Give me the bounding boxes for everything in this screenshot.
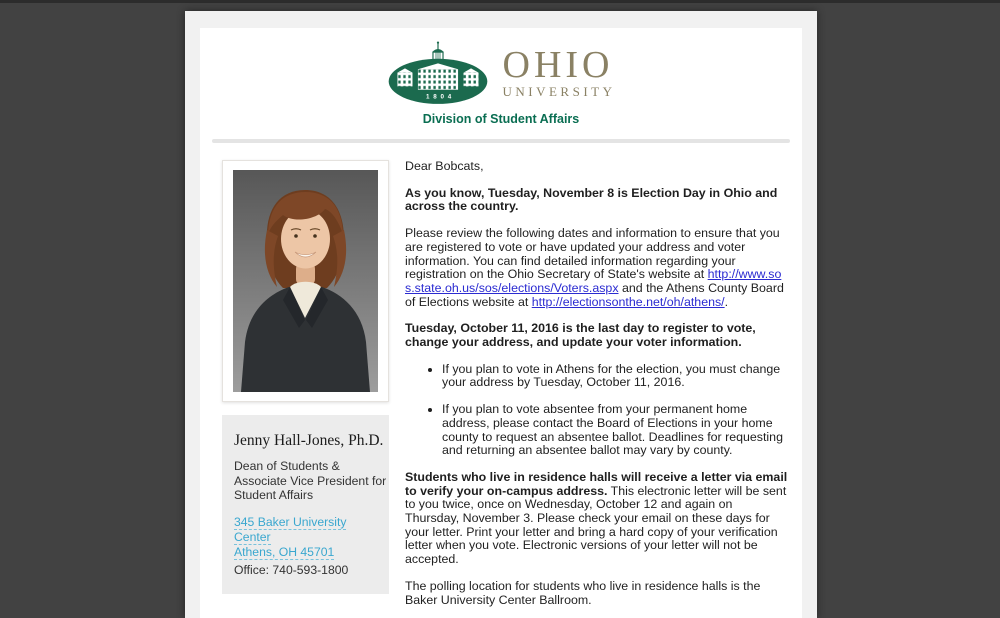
screen-top-edge (0, 0, 1000, 3)
email-content (200, 28, 802, 618)
ohio-emblem-icon (387, 41, 489, 105)
address-link-line2[interactable]: Athens, OH 45701 (234, 544, 335, 559)
emblem-year: 1804 (425, 93, 455, 101)
address-block (234, 515, 377, 560)
division-title: Division of Student Affairs (422, 112, 580, 126)
paragraph-verification-letter: Students who live in residence halls will receive a letter via email to verify your on-campus address. This electronic letter will be sent to you twice, once on Wednesday, October 12 and again on Thursday, November 3. Please check your email on these days for your letter. Print your letter and bring a hard copy of your verification letter when you vote. Electronic versions of your letter will not be accepted. (405, 469, 788, 567)
ohio-university-logo (200, 41, 802, 105)
person-name: Jenny Hall-Jones, Ph.D. (234, 432, 384, 449)
bullet-absentee-vote: • If you plan to vote absentee from your permanent home address, please contact the Board of Elections in your home county to request an absentee ballot. Deadlines for requesting and returning an absentee ballot may vary by county. (442, 403, 789, 458)
email-page (185, 11, 817, 618)
contact-card (222, 415, 389, 594)
email-body (405, 160, 789, 618)
header-divider (212, 139, 790, 143)
athens-elections-link[interactable]: http://electionsonthe.net/oh/athens/ (531, 294, 725, 309)
portrait-image (232, 170, 379, 392)
paragraph-deadline: Tuesday, October 11, 2016 is the last day to register to vote, change your address, and update your voter information. (405, 321, 756, 350)
greeting: Dear Bobcats, (405, 159, 484, 173)
sidebar (222, 160, 389, 618)
bullet-athens-vote: • If you plan to vote in Athens for the election, you must change your address by Tuesday, October 11, 2016. (442, 363, 789, 390)
address-link-line1[interactable]: 345 Baker University Center (234, 514, 347, 544)
paragraph-polling-location: The polling location for students who live in residence halls is the Baker University Center Ballroom. (405, 578, 761, 607)
office-phone: Office: 740-593-1800 (234, 562, 349, 577)
voting-bullet-list (405, 363, 789, 458)
sos-website-link[interactable]: http://www.sos.state.oh.us/sos/elections/Voters.aspx (405, 267, 782, 295)
person-title: Dean of Students & Associate Vice President for Student Affairs (234, 459, 387, 503)
wordmark-ohio: OHIO (502, 44, 614, 86)
email-columns (200, 160, 802, 618)
paragraph-election-day: As you know, Tuesday, November 8 is Election Day in Ohio and across the country. (405, 185, 778, 214)
masthead (200, 28, 802, 126)
paragraph-review: Please review the following dates and information to ensure that you are registered to vote or have updated your address and voter information. You can find detailed information regarding your registration on the Ohio Secretary of State's website at http://www.sos.state.oh.us/sos/elections/Voters.aspx and the Athens County Board of Elections website at http://electionsonthe.net/oh/athens/. (405, 226, 784, 309)
wordmark (502, 44, 616, 99)
wordmark-university: UNIVERSITY (502, 84, 616, 99)
portrait-photo (222, 160, 389, 402)
